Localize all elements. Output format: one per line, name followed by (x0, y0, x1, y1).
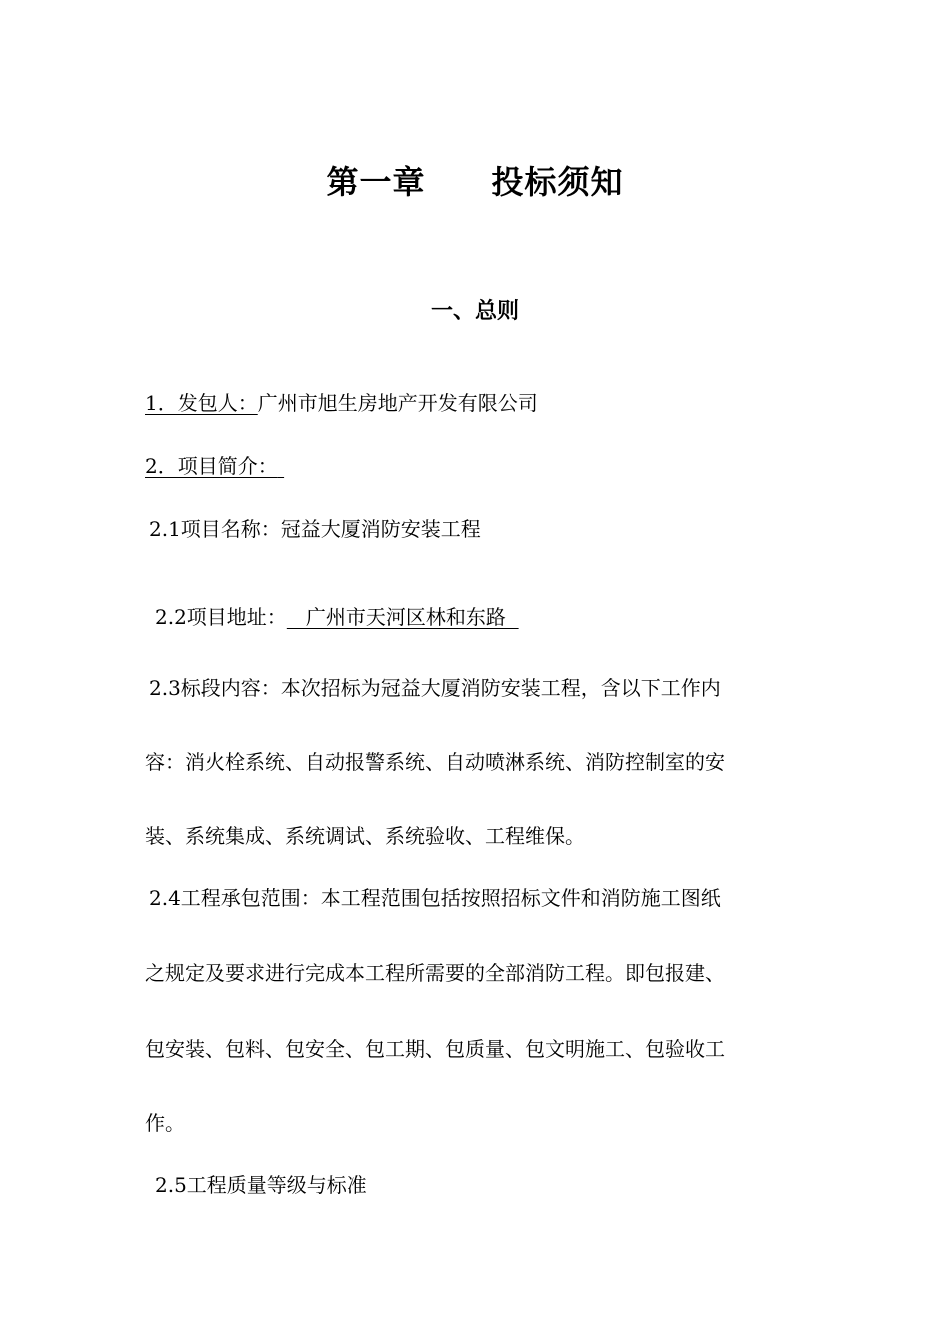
item-2-3-line-1: 2.3标段内容：本次招标为冠益大厦消防安装工程，含以下工作内 (149, 676, 721, 700)
item-1-value: 广州市旭生房地产开发有限公司 (257, 391, 538, 415)
item-2-1-project-name: 2.1项目名称：冠益大厦消防安装工程 (149, 517, 481, 541)
item-1-label: 1．发包人： (145, 391, 258, 415)
item-2-4-line-1: 2.4工程承包范围：本工程范围包括按照招标文件和消防施工图纸 (149, 886, 721, 910)
item-2-4-line-2: 之规定及要求进行完成本工程所需要的全部消防工程。即包报建、 (145, 961, 725, 985)
chapter-title: 第一章 投标须知 (326, 163, 624, 201)
item-2-project-summary (145, 451, 810, 481)
item-2-4-line-3: 包安装、包料、包安全、包工期、包质量、包文明施工、包验收工 (145, 1037, 725, 1061)
item-2-5-quality: 2.5工程质量等级与标准 (155, 1173, 367, 1197)
item-2-2-value: 广州市天河区林和东路 (286, 605, 519, 629)
item-2-2-project-address (155, 602, 820, 632)
item-1-employer (145, 388, 810, 418)
item-2-label: 2．项目简介： (145, 454, 278, 478)
item-2-2-label: 2.2项目地址： (155, 605, 287, 629)
item-2-3-line-3: 装、系统集成、系统调试、系统验收、工程维保。 (145, 824, 585, 848)
item-2-trail (278, 454, 284, 478)
section-title: 一、总则 (430, 299, 519, 324)
item-2-4-line-4: 作。 (145, 1111, 185, 1135)
item-2-3-line-2: 容：消火栓系统、自动报警系统、自动喷淋系统、消防控制室的安 (145, 750, 725, 774)
